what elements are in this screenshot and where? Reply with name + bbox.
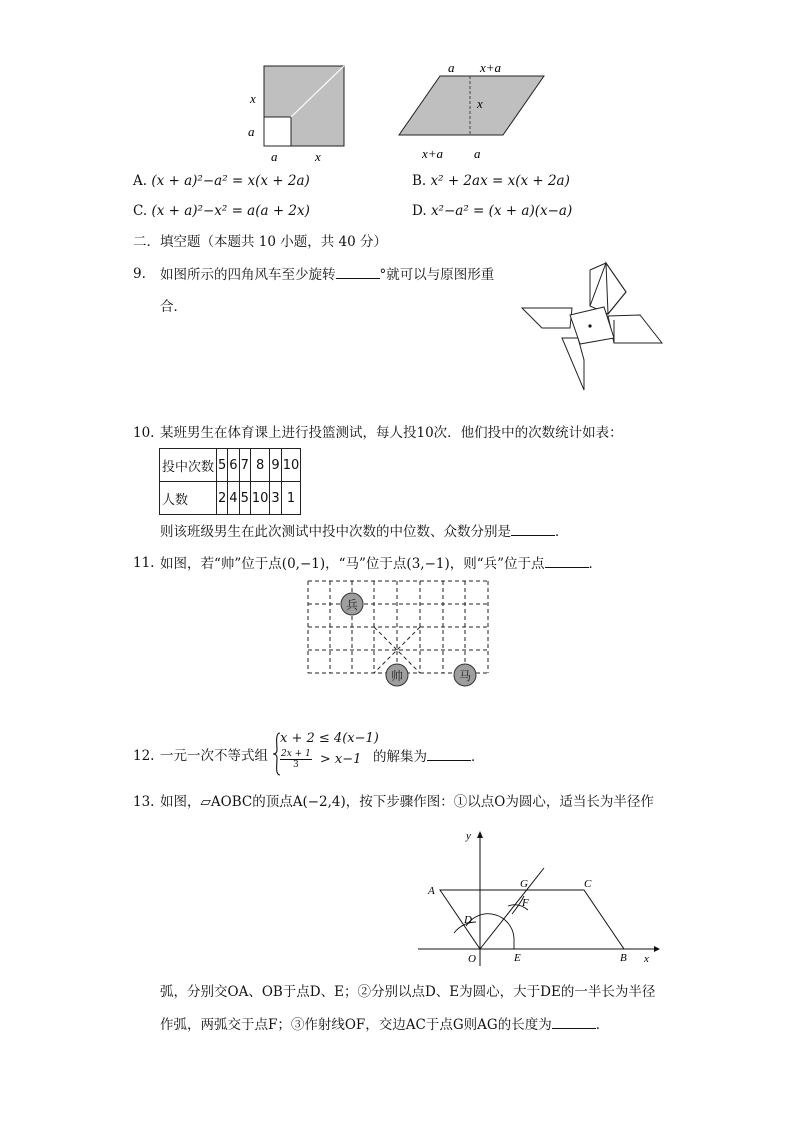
piece-bing xyxy=(341,593,363,615)
svg-text:兵: 兵 xyxy=(345,598,359,612)
q12-text-after: 的解集为 ． xyxy=(373,746,485,767)
q9-text: 如图所示的四角风车至少旋转 °就可以与原图形重 xyxy=(160,264,494,285)
fig2-top-xa: x+a xyxy=(480,60,502,75)
table-cell: 4 xyxy=(228,482,239,515)
fig-label-B: B xyxy=(620,952,627,964)
fig-label-O: O xyxy=(468,953,476,965)
fig-label-y: y xyxy=(466,830,471,842)
q13-number: 13. xyxy=(133,794,155,810)
fig2-top-a: a xyxy=(448,60,455,75)
q9-number: 9. xyxy=(133,266,146,282)
fig-label-x: x xyxy=(644,953,649,965)
q12-inequality-1: x + 2 ≤ 4(x−1) xyxy=(280,731,379,746)
piece-ma xyxy=(454,664,476,686)
fig2-bottom-xa: x+a xyxy=(422,146,444,161)
q13-line3: 作弧，两弧交于点F；③作射线OF，交边AC于点G则AG的长度为 ． xyxy=(160,1014,609,1035)
table-cell: 9 xyxy=(270,449,281,482)
fig-label-E: E xyxy=(514,952,521,964)
table-head-people: 人数 xyxy=(160,482,217,515)
q8-option-c: C. (x + a)²−x² = a(a + 2x) xyxy=(133,203,310,219)
q11-chessboard-figure xyxy=(300,578,500,688)
q9-answer-blank[interactable] xyxy=(336,264,380,279)
table-cell: 5 xyxy=(217,449,228,482)
table-cell: 1 xyxy=(281,482,301,515)
q8-option-a: A. (x + a)²−a² = x(x + 2a) xyxy=(133,173,310,189)
q9-windmill-figure xyxy=(518,258,663,393)
q10-text-after: 则该班级男生在此次测试中投中次数的中位数、众数分别是 ． xyxy=(160,521,569,542)
q10-number: 10. xyxy=(133,425,155,441)
fig-label-A: A xyxy=(428,885,435,897)
table-cell: 7 xyxy=(239,449,250,482)
q11-number: 11. xyxy=(133,555,155,571)
fig2-mid-x: x xyxy=(477,96,483,111)
fig-label-C: C xyxy=(584,878,592,890)
q11-answer-blank[interactable] xyxy=(545,553,589,568)
q13-answer-blank[interactable] xyxy=(552,1014,596,1029)
q10-stat-table xyxy=(159,448,301,515)
table-cell: 8 xyxy=(250,449,270,482)
q8-figure-parallelogram xyxy=(392,58,552,168)
fig1-label-a-left: a xyxy=(248,124,255,139)
table-cell: 6 xyxy=(228,449,239,482)
table-cell: 5 xyxy=(239,482,250,515)
fig-label-D: D xyxy=(464,914,472,926)
q12-inequality-2: $\frac{2x + 1}{3}$ > x−1 xyxy=(281,749,362,770)
q10-answer-blank[interactable] xyxy=(511,521,555,536)
q9-text-line2: 合． xyxy=(160,299,187,315)
fig1-label-a-bottom: a xyxy=(271,149,278,164)
q13-line2: 弧，分别交OA、OB于点D、E；②分别以点D、E为圆心，大于DE的一半长为半径 xyxy=(160,984,656,1000)
fig-label-F: F xyxy=(522,897,529,909)
table-cell: 2 xyxy=(217,482,228,515)
svg-text:帅: 帅 xyxy=(390,669,404,683)
table-row xyxy=(160,482,301,515)
q12-answer-blank[interactable] xyxy=(427,746,471,761)
q13-geometry-figure xyxy=(416,826,660,968)
q8-figure-square xyxy=(240,58,360,168)
table-cell: 10 xyxy=(250,482,270,515)
fig-label-G: G xyxy=(520,878,528,890)
q12-text-before: 一元一次不等式组 xyxy=(160,748,268,764)
table-cell: 3 xyxy=(270,482,281,515)
q8-option-b: B. x² + 2ax = x(x + 2a) xyxy=(412,173,570,189)
piece-shuai xyxy=(386,664,408,686)
q11-text: 如图，若“帅”位于点(0,−1)，“马”位于点(3,−1)，则“兵”位于点 ． xyxy=(160,553,602,574)
fig1-label-x-left: x xyxy=(250,91,256,106)
q10-text: 某班男生在体育课上进行投篮测试，每人投10次．他们投中的次数统计如表： xyxy=(160,425,623,441)
table-head-count: 投中次数 xyxy=(160,449,217,482)
q13-line1: 如图，▱AOBC的顶点A(−2,4)，按下步骤作图：①以点O为圆心，适当长为半径作 xyxy=(160,794,654,810)
q12-number: 12. xyxy=(133,748,155,764)
svg-text:马: 马 xyxy=(458,669,472,683)
fig1-label-x-bottom: x xyxy=(315,149,321,164)
fig2-bottom-a: a xyxy=(474,146,481,161)
q8-option-d: D. x²−a² = (x + a)(x−a) xyxy=(412,203,573,219)
section-title: 二．填空题（本题共 10 小题，共 40 分） xyxy=(133,234,388,250)
table-cell: 10 xyxy=(281,449,301,482)
table-row xyxy=(160,449,301,482)
